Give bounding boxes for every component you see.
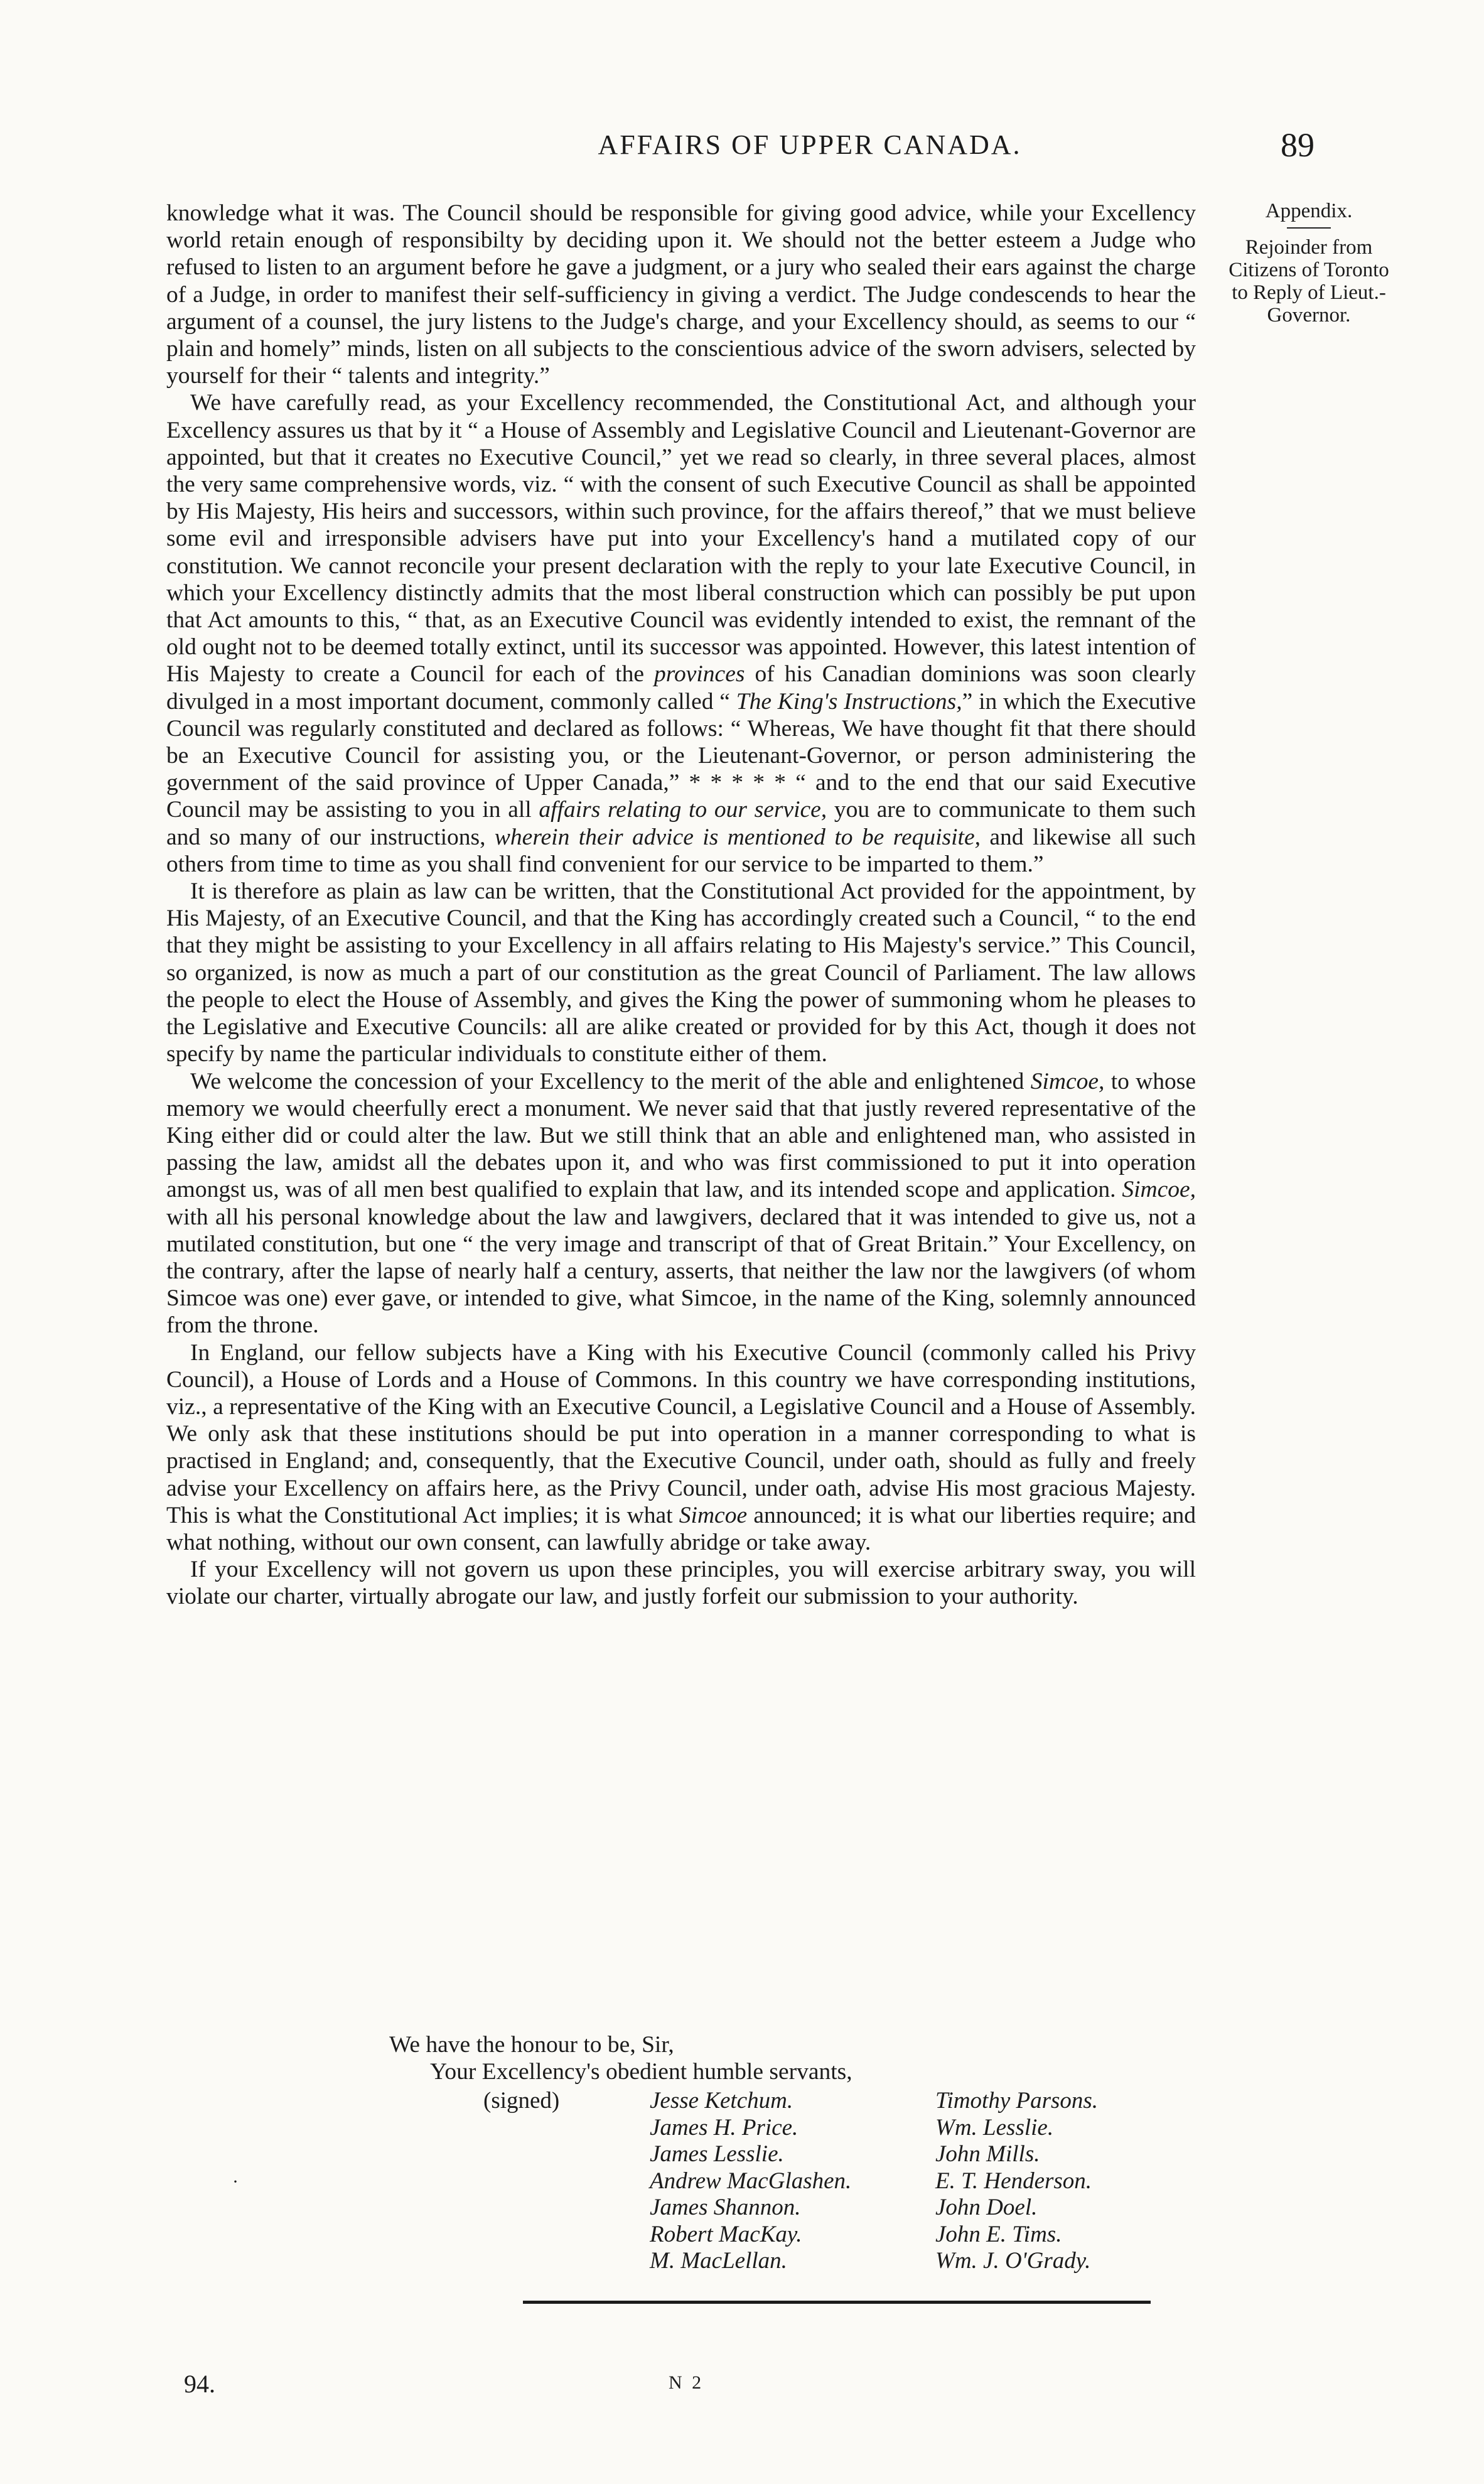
signature-name: E. T. Henderson.	[935, 2168, 1092, 2194]
signature-name: John Mills.	[935, 2141, 1040, 2167]
signature-column-2	[935, 2088, 1098, 2275]
signature-column-1	[650, 2088, 851, 2275]
running-header: AFFAIRS OF UPPER CANADA.	[598, 129, 1022, 160]
signature-name: John Doel.	[935, 2195, 1038, 2220]
text-run: with all his personal knowledge about the law and lawgivers, declared that it was intended to give us, not a mutilated constitution, but one “ the very image and transcript of that of Great Britain.” Your Excellency, on the contrary, after the lapse of nearly half a century, asserts, that neither the law nor the lawgivers (of whom Simcoe was one) ever gave, or intended to give, what Simcoe, in the name of the King, solemnly announced from the throne.	[166, 1204, 1196, 1339]
margin-note-rule	[1287, 227, 1331, 229]
text-run: In England, our fellow subjects have a King with his Executive Council (commonly called his Privy Council), a House of Lords and a House of Commons. In this country we have corresponding institutions, viz., a representative of the King with an Executive Council, a Legislative Council and a House of Assembly. We only ask that these institutions should be put into operation in a manner corresponding to what is practised in England; and, consequently, that the Executive Council, under oath, should as fully and freely advise your Excellency on affairs here, as the Privy Council, under oath, advise His most gracious Majesty. This is what the Constitutional Act implies; it is what	[166, 1339, 1196, 1528]
signature-name: James Shannon.	[650, 2195, 801, 2220]
margin-note-line: Citizens of Toronto	[1229, 259, 1389, 281]
closing	[166, 2031, 1196, 2085]
margin-note-label: Appendix.	[1265, 200, 1353, 222]
page-number: 89	[1281, 126, 1315, 164]
italic-text: The King's Instructions,	[736, 688, 962, 715]
italic-text: Simcoe,	[1030, 1068, 1105, 1094]
signature-name: Wm. J. O'Grady.	[935, 2248, 1091, 2274]
closing-line-2: Your Excellency's obedient humble servants,	[430, 2059, 852, 2085]
text-run: ” in which the Executive Council was regularly constituted and declared as follows: “ Whereas, We have thought fit that there should be an Executive Council for assisting you, or the Lieutenant-Governor, or person administering the government of the said province of Upper Canada,” * * * * * “ and to the end that our said Executive Council may be assisting to you in all	[166, 688, 1196, 823]
signature-name: Jesse Ketchum.	[650, 2088, 793, 2114]
signature-name: James H. Price.	[650, 2114, 798, 2141]
margin-note-line: Rejoinder from	[1245, 236, 1373, 259]
italic-text: wherein their advice is mentioned to be requisite,	[494, 824, 981, 850]
footer-number: 94.	[184, 2370, 215, 2398]
paragraph	[166, 1339, 1196, 1557]
text-run: announced; it is what our liberties require; and what nothing, without our own consent, can lawfully abridge or take away.	[166, 1502, 1196, 1555]
signature-name: Timothy Parsons.	[935, 2088, 1099, 2114]
signature-name: Robert MacKay.	[650, 2221, 802, 2247]
margin-note-line: to Reply of Lieut.-	[1232, 281, 1386, 304]
signature-name: John E. Tims.	[935, 2221, 1062, 2247]
text-run: of his Canadian dominions was soon clearly divulged in a most important document, commonly called “	[166, 661, 1196, 715]
signature-name: Wm. Lesslie.	[935, 2114, 1054, 2141]
paragraph	[166, 878, 1196, 1067]
paragraph	[166, 389, 1196, 878]
italic-text: affairs relating to our service,	[539, 797, 827, 823]
italic-text: provinces	[654, 661, 745, 688]
italic-text: Simcoe	[679, 1502, 748, 1528]
text-run: It is therefore as plain as law can be written, that the Constitutional Act provided for the appointment, by His Majesty, of an Executive Council, and that the King has accordingly created such a Council, “ to the end that they might be assisting to your Excellency in all affairs relating to His Majesty's service.” This Council, so organized, is now as much a part of our constitution as the great Council of Parliament. The law allows the people to elect the House of Assembly, and gives the King the power of summoning whom he pleases to the Legislative and Executive Councils: all are alike created or provided for by this Act, though it does not specify by name the particular individuals to constitute either of them.	[166, 878, 1196, 1067]
paragraph	[166, 200, 1196, 389]
text-run: and likewise all such others from time to time as you shall find convenient for our service to be imparted to them.”	[166, 824, 1196, 877]
signed-label: (signed)	[483, 2088, 560, 2114]
text-run: If your Excellency will not govern us upon these principles, you will exercise arbitrary sway, you will violate our charter, virtually abrogate our law, and justly forfeit our submission to your authority.	[166, 1557, 1196, 1610]
body-text	[166, 200, 1196, 1611]
margin-note-line: Governor.	[1267, 304, 1351, 327]
closing-rule	[523, 2301, 1151, 2304]
text-run: you are to communicate to them such and so many of our instructions,	[166, 797, 1196, 850]
text-run: We have carefully read, as your Excellency recommended, the Constitutional Act, and although your Excellency assures us that by it “ a House of Assembly and Legislative Council and Lieutenant-Governor are appointed, but that it creates no Executive Council,” yet we read so clearly, in three several places, almost the very same comprehensive words, viz. “ with the consent of such Executive Council as shall be appointed by His Majesty, His heirs and successors, within such province, for the affairs thereof,” that we must believe some evil and irresponsible advisers have put into your Excellency's hand a mutilated copy of our constitution. We cannot reconcile your present declaration with the reply to your late Executive Council, in which your Excellency distinctly admits that the most liberal construction which can possibly be put upon that Act amounts to this, “ that, as an Executive Council was evidently intended to exist, the remnant of the old ought not to be deemed totally extinct, until its successor was appointed. However, this latest intention of His Majesty to create a Council for each of the	[166, 390, 1196, 688]
stray-dot: ·	[232, 2171, 239, 2192]
margin-note	[1202, 200, 1416, 327]
signature-mark: N 2	[669, 2372, 704, 2393]
signature-name: Andrew MacGlashen.	[650, 2168, 852, 2194]
italic-text: Simcoe,	[1122, 1177, 1196, 1203]
paragraph	[166, 1068, 1196, 1339]
signature-name: M. MacLellan.	[650, 2248, 787, 2274]
closing-line-1: We have the honour to be, Sir,	[389, 2032, 674, 2058]
text-run: We welcome the concession of your Excellency to the merit of the able and enlightened	[190, 1068, 1031, 1094]
text-run: to whose memory we would cheerfully erect a monument. We never said that that justly revered representative of the King either did or could alter the law. But we still think that an able and enlightened man, who assisted in passing the law, amidst all the debates upon it, and who was first commissioned to put it into operation amongst us, was of all men best qualified to explain that law, and its intended scope and application.	[166, 1068, 1196, 1203]
paragraph	[166, 1556, 1196, 1610]
signature-name: James Lesslie.	[650, 2141, 784, 2167]
text-run: knowledge what it was. The Council should be responsible for giving good advice, while your Excellency world retain enough of responsibilty by deciding upon it. We should not the better esteem a Judge who refused to listen to an argument before he gave a judgment, or a jury who sealed their ears against the charge of a Judge, in order to manifest their self-sufficiency in giving a verdict. The Judge condescends to hear the argument of a counsel, the jury listens to the Judge's charge, and your Excellency should, as seems to our “ plain and homely” minds, listen on all subjects to the conscientious advice of the sworn advisers, selected by yourself for their “ talents and integrity.”	[166, 200, 1196, 389]
